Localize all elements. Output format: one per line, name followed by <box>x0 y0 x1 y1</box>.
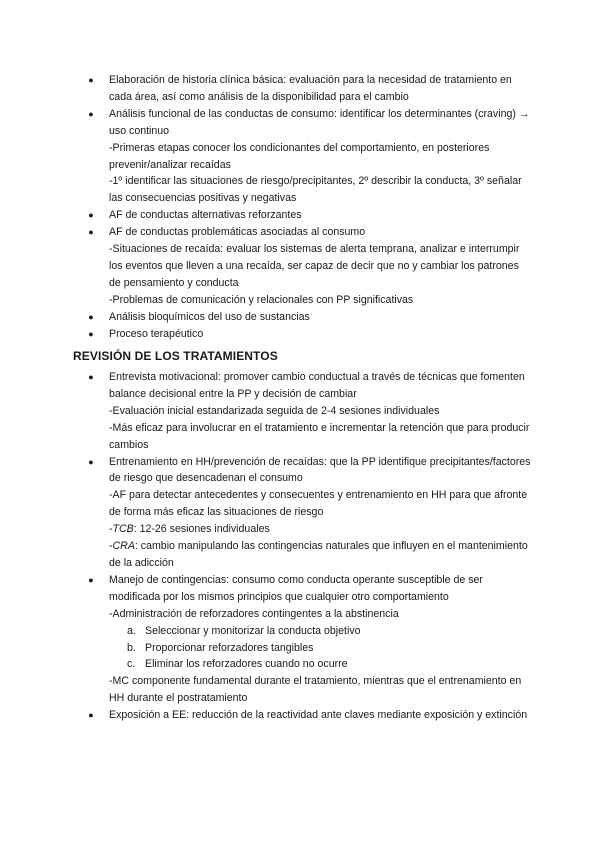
item-subtext: -Más eficaz para involucrar en el tratamiento e incrementar la retención que para producir cambios <box>109 421 530 451</box>
item-text: Proceso terapéutico <box>109 327 204 340</box>
alpha-text: Eliminar los reforzadores cuando no ocurre <box>145 658 348 671</box>
item-subtext: -Evaluación inicial estandarizada seguida de 2-4 sesiones individuales <box>109 404 440 417</box>
list-item <box>86 369 531 454</box>
item-subtext: -Administración de reforzadores contingentes a la abstinencia <box>109 607 399 620</box>
item-text: Análisis funcional de las conductas de consumo: identificar los determinantes (craving) → uso continuo <box>109 107 530 137</box>
item-text: Entrenamiento en HH/prevención de recaídas: que la PP identifique precipitantes/factores de riesgo que desencadenan el consumo <box>109 455 531 485</box>
list-item <box>86 207 531 224</box>
alpha-item <box>109 623 531 640</box>
tcb-text: : 12-26 sesiones individuales <box>133 523 270 536</box>
item-text: AF de conductas alternativas reforzantes <box>109 209 302 222</box>
section-heading: REVISIÓN DE LOS TRATAMIENTOS <box>73 349 278 363</box>
item-text: Elaboración de historia clínica básica: evaluación para la necesidad de tratamiento en cada área, así como análisis de la disponibilidad para el cambio <box>109 74 512 103</box>
cra-text: : cambio manipulando las contingencias naturales que influyen en el mantenimiento de la adicción <box>109 540 528 569</box>
alpha-mark: c. <box>127 658 136 671</box>
tcb-term: TCB <box>112 523 134 536</box>
item-subtext: -Situaciones de recaída: evaluar los sistemas de alerta temprana, analizar e interrumpir los eventos que lleven a una recaída, ser capaz de decir que no y cambiar los patrones de pensamiento y conducta <box>109 243 520 289</box>
item-text: Manejo de contingencias: consumo como conducta operante susceptible de ser modificada por los mismos principios que cualquier otro comportamiento <box>109 573 483 603</box>
item-subtext: -Problemas de comunicación y relacionales con PP significativas <box>109 293 414 306</box>
list-item <box>86 454 531 572</box>
treatments-list <box>86 369 531 724</box>
item-text: Análisis bioquímicos del uso de sustancias <box>109 310 310 323</box>
list-item <box>86 707 531 724</box>
bullet-icon: ● <box>88 227 94 238</box>
bullet-icon: ● <box>88 372 94 382</box>
bullet-icon: ● <box>88 710 94 721</box>
tcb-line <box>109 521 531 538</box>
item-subtext: -1º identificar las situaciones de riesgo/precipitantes, 2º describir la conducta, 3º señalar las consecuencias positivas y negativas <box>109 175 522 205</box>
alpha-text: Seleccionar y monitorizar la conducta objetivo <box>145 624 361 637</box>
bullet-icon: ● <box>88 108 94 119</box>
list-item <box>86 224 531 309</box>
evaluation-list <box>86 72 531 343</box>
bullet-icon: ● <box>88 311 94 322</box>
alpha-item <box>109 640 531 657</box>
item-subtext: -MC componente fundamental durante el tratamiento, mientras que el entrenamiento en HH durante el postratamiento <box>109 675 522 705</box>
item-subtext: -AF para detectar antecedentes y consecuentes y entrenamiento en HH para que afronte de forma más eficaz las situaciones de riesgo <box>109 489 528 519</box>
bullet-icon: ● <box>88 456 94 467</box>
list-item <box>86 309 531 326</box>
cra-prefix: - <box>109 540 113 553</box>
list-item <box>86 326 531 343</box>
bullet-icon: ● <box>88 574 94 585</box>
item-text: Exposición a EE: reducción de la reactividad ante claves mediante exposición y extinción <box>109 709 528 722</box>
item-subtext: -Primeras etapas conocer los condicionantes del comportamiento, en posteriores prevenir/analizar recaídas <box>109 141 490 171</box>
alpha-mark: a. <box>127 624 136 637</box>
bullet-icon: ● <box>88 210 94 221</box>
tcb-prefix: - <box>109 523 113 536</box>
cra-term: CRA <box>112 540 135 553</box>
alpha-mark: b. <box>127 641 136 654</box>
alpha-list <box>109 623 531 674</box>
alpha-item <box>109 656 531 673</box>
item-text: Entrevista motivacional: promover cambio conductual a través de técnicas que fomenten balance decisional entre la PP y decisión de cambiar <box>109 371 525 400</box>
item-text: AF de conductas problemáticas asociadas al consumo <box>109 226 366 239</box>
cra-line <box>109 538 531 572</box>
bullet-icon: ● <box>88 328 94 339</box>
list-item <box>86 572 531 707</box>
list-item <box>86 106 531 207</box>
bullet-icon: ● <box>88 75 94 85</box>
alpha-text: Proporcionar reforzadores tangibles <box>145 641 314 654</box>
list-item <box>86 72 531 106</box>
